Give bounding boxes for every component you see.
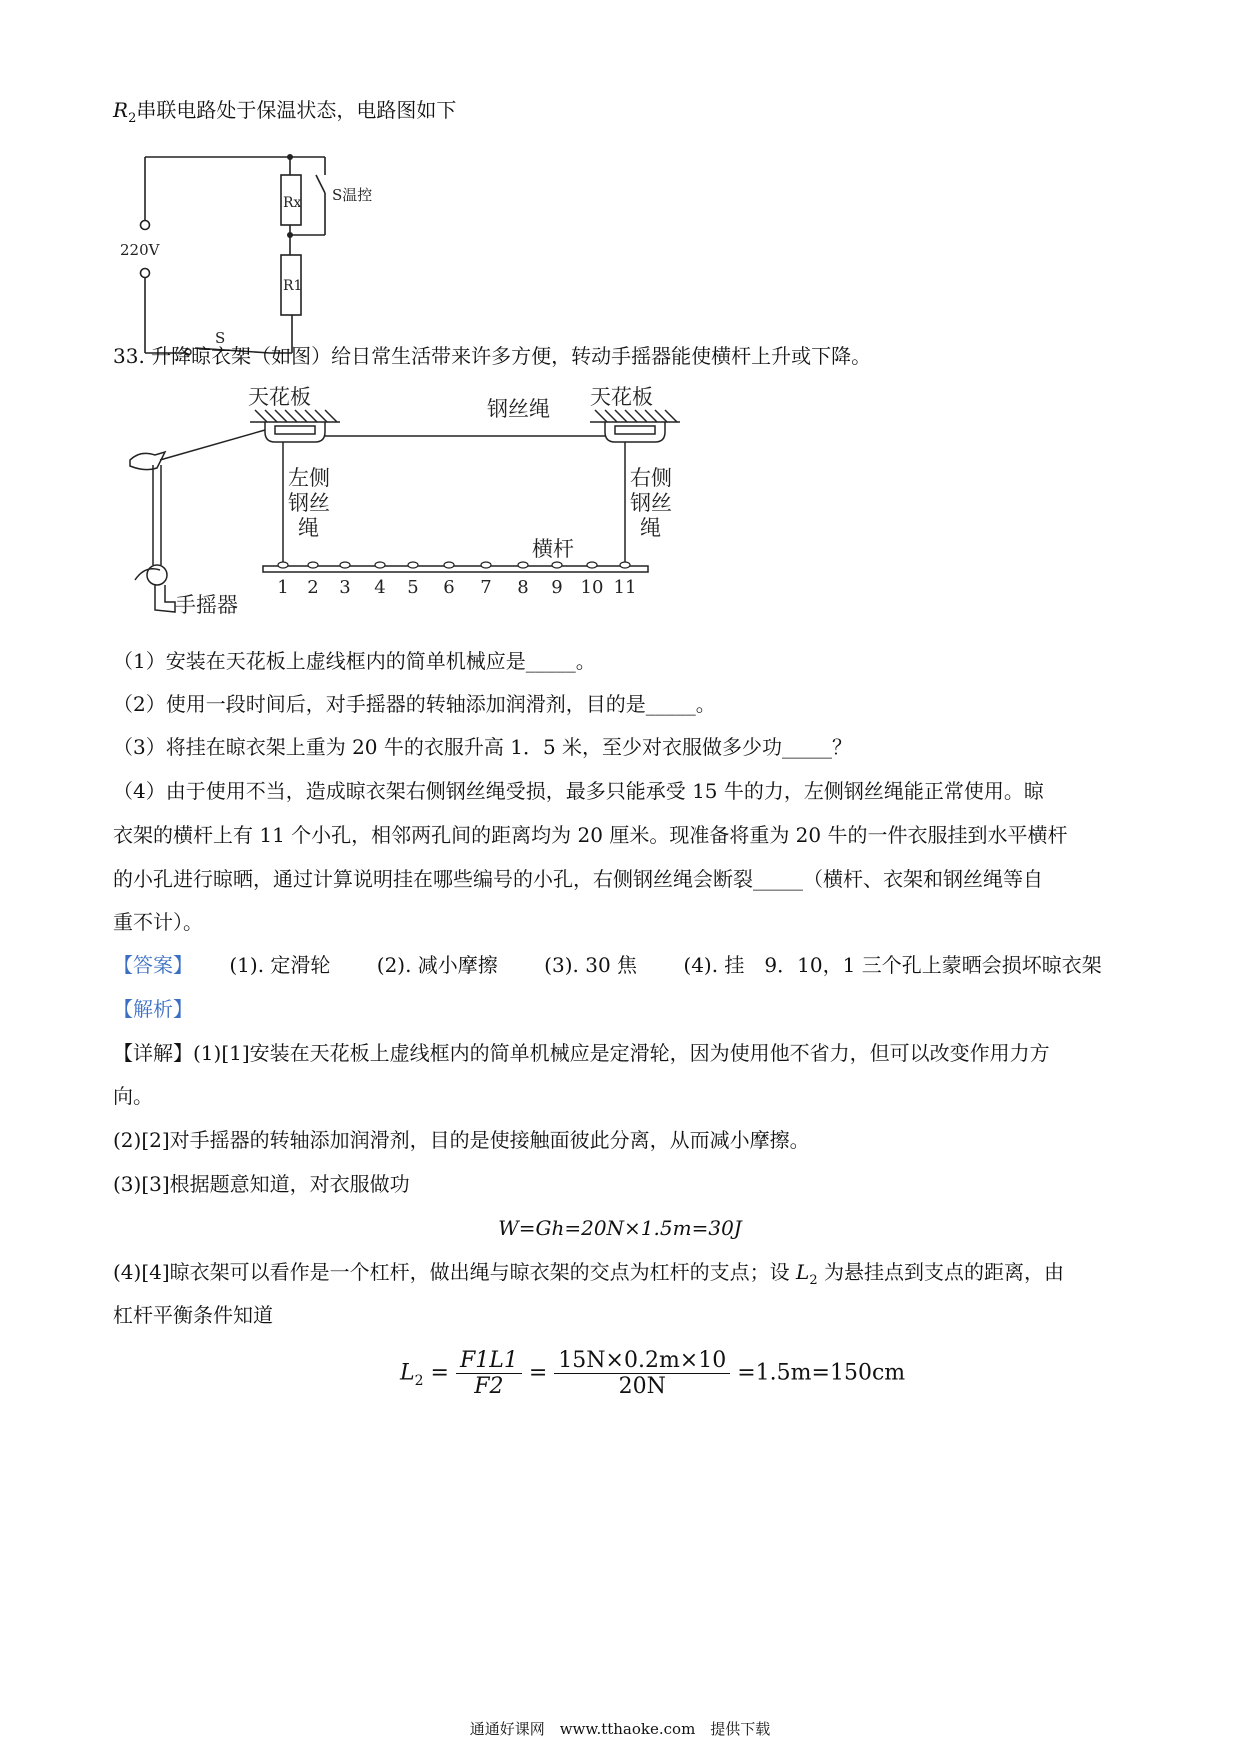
detail-1-line2: 向。 [113, 1084, 153, 1108]
right-wire-label-1: 右侧 [630, 466, 672, 490]
intro-var: R [113, 98, 129, 122]
circuit-r1-label: R1 [283, 278, 303, 294]
ceiling-right-label: 天花板 [590, 385, 653, 409]
crank-label: 手摇器 [175, 593, 238, 617]
formula-work [0, 1214, 1240, 1242]
lever-lhs: L [400, 1360, 415, 1386]
answer-4: (4). 挂 9．10，1 三个孔上蒙晒会损坏晾衣架 [683, 953, 1102, 977]
detail-4-line2: 杠杆平衡条件知道 [113, 1303, 273, 1327]
hole-number: 7 [480, 577, 492, 598]
left-wire-label-2: 钢丝 [288, 491, 330, 515]
left-wire-label-3: 绳 [298, 516, 319, 540]
lever-fraction-2 [554, 1348, 730, 1399]
circuit-diagram [120, 145, 400, 370]
formula-work-text: W=Gh=20N×1.5m=30J [498, 1216, 742, 1240]
lever-fraction-1 [456, 1348, 522, 1399]
footer-text: 通通好课网 www.tthaoke.com 提供下载 [469, 1720, 771, 1738]
right-wire-label-2: 钢丝 [630, 491, 672, 515]
answer-2: (2). 减小摩擦 [376, 953, 498, 977]
hole-number: 3 [339, 577, 351, 598]
lever-result: =1.5m=150cm [737, 1360, 906, 1386]
hole-number: 5 [407, 577, 419, 598]
circuit-switch-temp-label: S温控 [332, 186, 373, 204]
equals-sign: = [528, 1360, 548, 1386]
intro-line [113, 96, 456, 133]
equals-sign: = [430, 1360, 449, 1386]
hole-number: 10 [580, 577, 604, 598]
left-wire-label-1: 左侧 [288, 466, 330, 490]
analysis-label: 【解析】 [113, 997, 193, 1021]
detail-4-text-a: (4)[4]晾衣架可以看作是一个杠杆，做出绳与晾衣架的交点为杠杆的支点；设 [113, 1260, 797, 1284]
answer-1: (1). 定滑轮 [229, 953, 331, 977]
circuit-voltage-label: 220V [120, 241, 160, 259]
q33-sub3: （3）将挂在晾衣架上重为 20 牛的衣服升高 1．5 米，至少对衣服做多少功_____？ [113, 735, 853, 759]
hole-number: 11 [613, 577, 637, 598]
q33-title: 33. 升降晾衣架（如图）给日常生活带来许多方便，转动手摇器能使横杆上升或下降。 [113, 344, 872, 368]
lever-frac2-den: 20N [618, 1374, 666, 1399]
lever-frac2-num: 15N×0.2m×10 [554, 1348, 730, 1374]
lever-frac1-num: F1L1 [456, 1348, 522, 1374]
q33-sub4-line2: 衣架的横杆上有 11 个小孔，相邻两孔间的距离均为 20 厘米。现准备将重为 20 牛的一件衣服挂到水平横杆 [113, 823, 1068, 847]
q33-sub2: （2）使用一段时间后，对手摇器的转轴添加润滑剂，目的是_____。 [113, 692, 716, 716]
q33-sub4-line4: 重不计）。 [113, 910, 203, 934]
detail-4-var: L [796, 1260, 810, 1284]
formula-lever [400, 1348, 905, 1399]
detail-2: (2)[2]对手摇器的转轴添加润滑剂，目的是使接触面彼此分离，从而减小摩擦。 [113, 1128, 810, 1152]
detail-4-sub: 2 [809, 1273, 818, 1288]
hole-number: 8 [517, 577, 529, 598]
q33-sub4-line1: （4）由于使用不当，造成晾衣架右侧钢丝绳受损，最多只能承受 15 牛的力，左侧钢丝绳能正常使用。晾 [113, 779, 1044, 803]
intro-sub: 2 [128, 111, 137, 126]
hole-number: 6 [443, 577, 455, 598]
lever-frac1-den: F2 [474, 1374, 504, 1399]
hole-number: 9 [551, 577, 563, 598]
ceiling-left-label: 天花板 [248, 385, 311, 409]
lever-lhs-sub: 2 [414, 1372, 424, 1389]
bar-label: 横杆 [532, 537, 574, 561]
q33-sub4-line3: 的小孔进行晾晒，通过计算说明挂在哪些编号的小孔，右侧钢丝绳会断裂_____（横杆、衣架和钢丝绳等自 [113, 867, 1043, 891]
detail-4-line1 [113, 1258, 1064, 1295]
hole-number: 4 [374, 577, 386, 598]
top-wire-label: 钢丝绳 [487, 397, 550, 421]
right-wire-label-3: 绳 [640, 516, 661, 540]
circuit-switch-label: S [215, 329, 226, 347]
answer-3: (3). 30 焦 [544, 953, 638, 977]
hole-number: 2 [307, 577, 319, 598]
detail-4-text-b: 为悬挂点到支点的距离，由 [817, 1260, 1064, 1284]
q33-sub1: （1）安装在天花板上虚线框内的简单机械应是_____。 [113, 649, 596, 673]
detail-1-line1: 【详解】(1)[1]安装在天花板上虚线框内的简单机械应是定滑轮，因为使用他不省力，但可以改变作用力方 [113, 1041, 1050, 1065]
detail-3: (3)[3]根据题意知道，对衣服做功 [113, 1172, 410, 1196]
hole-number: 1 [277, 577, 289, 598]
answer-label: 【答案】 [113, 953, 193, 977]
circuit-rx-label: Rx [283, 195, 302, 211]
answer-row [113, 951, 1102, 979]
intro-text: 串联电路处于保温状态，电路图如下 [136, 98, 457, 122]
